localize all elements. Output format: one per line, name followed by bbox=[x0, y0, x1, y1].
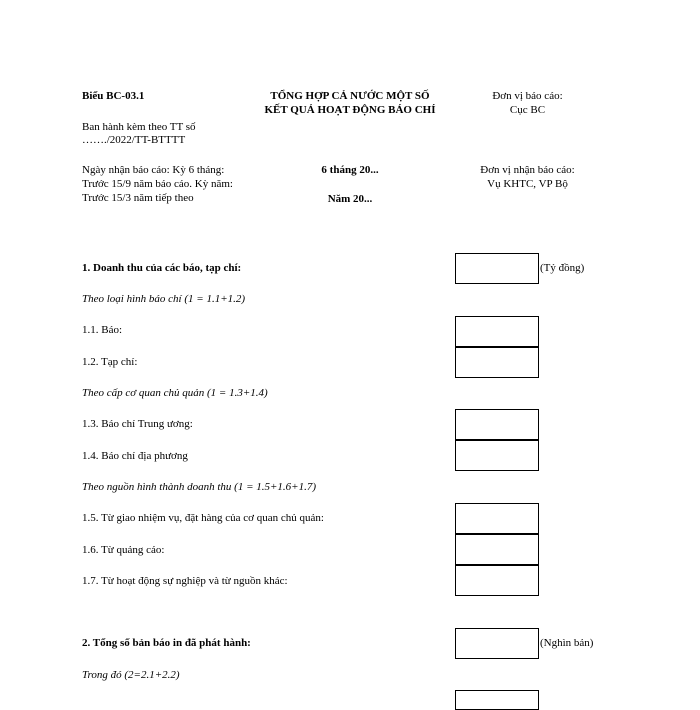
item-2-1-input[interactable] bbox=[455, 690, 539, 710]
item-1-4-input[interactable] bbox=[455, 440, 539, 471]
report-title-line1: TỔNG HỢP CẢ NƯỚC MỘT SỐ bbox=[270, 90, 430, 102]
reporting-unit-label: Đơn vị báo cáo: bbox=[492, 90, 563, 102]
item-1-7-label: 1.7. Từ hoạt động sự nghiệp và từ nguồn khác: bbox=[82, 575, 288, 587]
section2-group1-heading: Trong đó (2=2.1+2.2) bbox=[82, 669, 180, 681]
item-1-3-input[interactable] bbox=[455, 409, 539, 440]
section1-title: 1. Doanh thu của các báo, tạp chí: bbox=[82, 262, 242, 274]
receiving-unit-value: Vụ KHTC, VP Bộ bbox=[487, 178, 568, 190]
receive-date-line3: Trước 15/3 năm tiếp theo bbox=[82, 192, 194, 204]
reporting-unit-value: Cục BC bbox=[509, 104, 546, 116]
receive-date-line1: Ngày nhận báo cáo: Kỳ 6 tháng: bbox=[82, 164, 225, 176]
issued-line2: ……./2022/TT-BTTTT bbox=[82, 134, 186, 146]
section1-unit: (Tỷ đồng) bbox=[540, 262, 585, 274]
issued-line1: Ban hành kèm theo TT số bbox=[82, 121, 196, 133]
receiving-unit-label: Đơn vị nhận báo cáo: bbox=[480, 164, 575, 176]
section2-unit: (Nghìn bản) bbox=[540, 637, 594, 649]
item-1-2-input[interactable] bbox=[455, 347, 539, 378]
item-1-6-input[interactable] bbox=[455, 534, 539, 565]
item-1-7-input[interactable] bbox=[455, 565, 539, 596]
period-year: Năm 20... bbox=[327, 193, 373, 205]
item-1-5-label: 1.5. Từ giao nhiệm vụ, đặt hàng của cơ quan chủ quản: bbox=[82, 512, 324, 524]
section1-group3-heading: Theo nguồn hình thành doanh thu (1 = 1.5+1.6+1.7) bbox=[82, 481, 317, 493]
period-6-months: 6 tháng 20... bbox=[321, 164, 379, 176]
item-1-1-label: 1.1. Báo: bbox=[82, 324, 123, 336]
item-1-6-label: 1.6. Từ quảng cáo: bbox=[82, 544, 165, 556]
section1-group1-heading: Theo loại hình báo chí (1 = 1.1+1.2) bbox=[82, 293, 246, 305]
item-1-4-label: 1.4. Báo chí địa phương bbox=[82, 450, 188, 462]
form-code: Biểu BC-03.1 bbox=[82, 90, 145, 102]
item-1-2-label: 1.2. Tạp chí: bbox=[82, 356, 138, 368]
section2-total-input[interactable] bbox=[455, 628, 539, 659]
report-title-line2: KẾT QUẢ HOẠT ĐỘNG BÁO CHÍ bbox=[264, 104, 436, 116]
item-1-5-input[interactable] bbox=[455, 503, 539, 534]
item-1-1-input[interactable] bbox=[455, 316, 539, 347]
item-1-3-label: 1.3. Báo chí Trung ương: bbox=[82, 418, 193, 430]
receive-date-line2: Trước 15/9 năm báo cáo. Kỳ năm: bbox=[82, 178, 233, 190]
section1-total-input[interactable] bbox=[455, 253, 539, 284]
section2-title: 2. Tổng số bản báo in đã phát hành: bbox=[82, 637, 251, 649]
section1-group2-heading: Theo cấp cơ quan chủ quản (1 = 1.3+1.4) bbox=[82, 387, 268, 399]
